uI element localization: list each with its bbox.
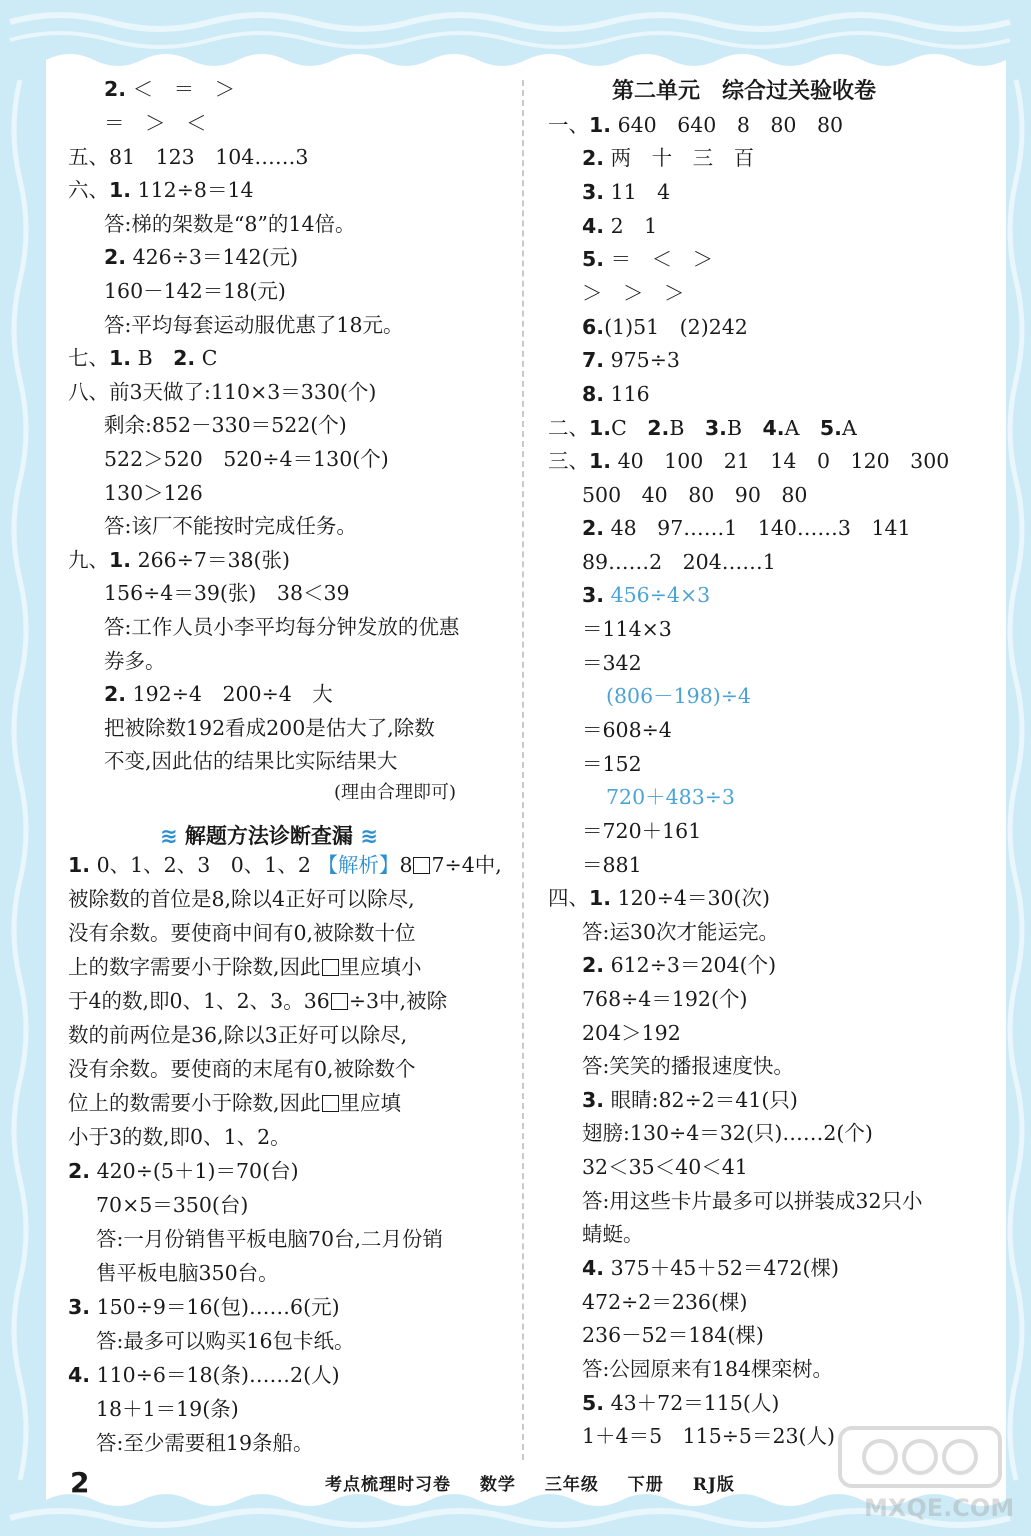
answer-line: 位上的数需要小于除数,因此 里应填: [68, 1091, 402, 1115]
answer-line: 204＞192: [582, 1021, 681, 1045]
answer-line: 3. 眼睛:82÷2＝41(只): [582, 1088, 798, 1112]
answer-line: 4. 110÷6＝18(条)……2(人): [68, 1363, 340, 1387]
answer-line: 130＞126: [104, 481, 203, 505]
answer-line: 答:平均每套运动服优惠了18元。: [104, 313, 404, 337]
answer-line: ＝720＋161: [582, 819, 702, 843]
answer-line: 答:该厂不能按时完成任务。: [104, 514, 357, 538]
answer-line: 2. 192÷4 200÷4 大: [104, 682, 333, 706]
answer-line: 472÷2＝236(棵): [582, 1290, 748, 1314]
answer-line: 6.(1)51 (2)242: [582, 315, 748, 339]
answer-line: 500 40 80 90 80: [582, 483, 808, 507]
answer-line: ＞ ＞ ＞: [582, 281, 685, 305]
answer-line: ＝608÷4: [582, 718, 672, 742]
answer-line: 蜻蜓。: [582, 1222, 644, 1246]
answer-line: 1. 0、1、2、3 0、1、2 【解析】8 7÷4中,: [68, 853, 502, 877]
answer-line: 522＞520 520÷4＝130(个): [104, 447, 389, 471]
blank-box: [322, 959, 339, 976]
footer-subject: 数学: [479, 1475, 516, 1495]
blank-box: [413, 857, 430, 874]
answer-line: 上的数字需要小于除数,因此 里应填小: [68, 955, 422, 979]
answer-line: 236－52＝184(棵): [582, 1323, 764, 1347]
answer-line: 五、81 123 104……3: [68, 145, 309, 169]
answer-line: 答:工作人员小李平均每分钟发放的优惠: [104, 615, 460, 639]
answer-line: 不变,因此估的结果比实际结果大: [104, 749, 398, 773]
watermark: [820, 1418, 1020, 1528]
answer-line: 8. 116: [582, 382, 650, 406]
answer-line: 答:梯的架数是“8”的14倍。: [104, 212, 356, 236]
answer-line: 答:至少需要租19条船。: [96, 1431, 314, 1455]
answer-line: 2. 426÷3＝142(元): [104, 245, 299, 269]
answer-line: 数的前两位是36,除以3正好可以除尽,: [68, 1023, 408, 1047]
column-divider: [522, 80, 524, 1460]
answer-line: 2. 612÷3＝204(个): [582, 953, 777, 977]
answer-line: 四、1. 120÷4＝30(次): [548, 886, 771, 910]
watermark-text: MXQE.COM: [864, 1494, 1015, 1522]
answer-line: 把被除数192看成200是估大了,除数: [104, 716, 435, 740]
answer-line: 答:最多可以购买16包卡纸。: [96, 1329, 355, 1353]
answer-line: 5. ＝ ＜ ＞: [582, 247, 714, 271]
blank-box: [331, 993, 348, 1010]
answer-line: ＝342: [582, 651, 642, 675]
analysis-tag: 【解析】: [317, 853, 400, 877]
answer-line: 3. 150÷9＝16(包)……6(元): [68, 1295, 340, 1319]
answer-line: 答:公园原来有184棵栾树。: [582, 1357, 834, 1381]
answer-line: 768÷4＝192(个): [582, 987, 748, 1011]
answer-line: 160－142＝18(元): [104, 279, 286, 303]
answer-line: 答:运30次才能运完。: [582, 920, 779, 944]
answer-line: 32＜35＜40＜41: [582, 1155, 748, 1179]
answer-line: 券多。: [104, 649, 166, 673]
answer-line: 1＋4＝5 115÷5＝23(人): [582, 1424, 836, 1448]
footer-edition: RJ版: [692, 1475, 735, 1495]
answer-line: 2. ＜ ＝ ＞: [104, 77, 236, 101]
answer-line: 翅膀:130÷4＝32(只)……2(个): [582, 1121, 873, 1145]
answer-line: 答:笑笑的播报速度快。: [582, 1054, 794, 1078]
answer-line: 18＋1＝19(条): [96, 1397, 239, 1421]
answer-line: 答:用这些卡片最多可以拼装成32只小: [582, 1189, 923, 1213]
answer-line: 二、1.C 2.B 3.B 4.A 5.A: [548, 416, 857, 440]
answer-line: 七、1. B 2. C: [68, 346, 218, 370]
answer-line: 89……2 204……1: [582, 550, 776, 574]
answer-line: 4. 375＋45＋52＝472(棵): [582, 1256, 840, 1280]
answer-line: 3. 11 4: [582, 180, 671, 204]
answer-line: 4. 2 1: [582, 214, 658, 238]
answer-line: 5. 43＋72＝115(人): [582, 1391, 780, 1415]
answer-line: 被除数的首位是8,除以4正好可以除尽,: [68, 887, 415, 911]
answer-line: 70×5＝350(台): [96, 1193, 249, 1217]
answer-line: 3. 456÷4×3: [582, 583, 711, 607]
answer-line: 2. 两 十 三 百: [582, 146, 755, 170]
section-title: ≋ 解题方法诊断查漏 ≋: [160, 824, 378, 848]
answer-line: 小于3的数,即0、1、2。: [68, 1125, 291, 1149]
answer-line: 六、1. 112÷8＝14: [68, 178, 254, 202]
answer-line: 没有余数。要使商的末尾有0,被除数个: [68, 1057, 416, 1081]
answer-line: 没有余数。要使商中间有0,被除数十位: [68, 921, 416, 945]
answer-line: 720＋483÷3: [606, 785, 735, 809]
answer-line: 九、1. 266÷7＝38(张): [68, 548, 291, 572]
watermark-logo-icon: [820, 1418, 1020, 1498]
answer-note: (理由合理即可): [334, 782, 457, 803]
answer-line: 一、1. 640 640 8 80 80: [548, 113, 844, 137]
page-number: 2: [70, 1466, 90, 1499]
answer-line: 7. 975÷3: [582, 348, 680, 372]
answer-line: ＝152: [582, 752, 642, 776]
answer-line: 八、前3天做了:110×3＝330(个): [68, 380, 377, 404]
answer-line: 2. 420÷(5＋1)＝70(台): [68, 1159, 299, 1183]
answer-line: 售平板电脑350台。: [96, 1261, 279, 1285]
unit-title: 第二单元 综合过关验收卷: [612, 79, 877, 104]
footer-grade: 三年级: [544, 1475, 599, 1495]
answer-line: 2. 48 97……1 140……3 141: [582, 516, 911, 540]
answer-line: ＝114×3: [582, 617, 672, 641]
answer-line: 答:一月份销售平板电脑70台,二月份销: [96, 1227, 444, 1251]
answer-line: 剩余:852－330＝522(个): [104, 413, 347, 437]
blank-box: [322, 1095, 339, 1112]
footer-volume: 下册: [627, 1475, 664, 1495]
answer-line: ＝ ＞ ＜: [104, 111, 207, 135]
answer-line: (806－198)÷4: [606, 684, 751, 708]
answer-line: ＝881: [582, 853, 642, 877]
answer-line: 三、1. 40 100 21 14 0 120 300: [548, 449, 950, 473]
answer-line: 于4的数,即0、1、2、3。36 ÷3中,被除: [68, 989, 448, 1013]
footer: [325, 1470, 757, 1495]
answer-line: 156÷4＝39(张) 38＜39: [104, 581, 350, 605]
footer-book: 考点梳理时习卷: [325, 1475, 451, 1495]
